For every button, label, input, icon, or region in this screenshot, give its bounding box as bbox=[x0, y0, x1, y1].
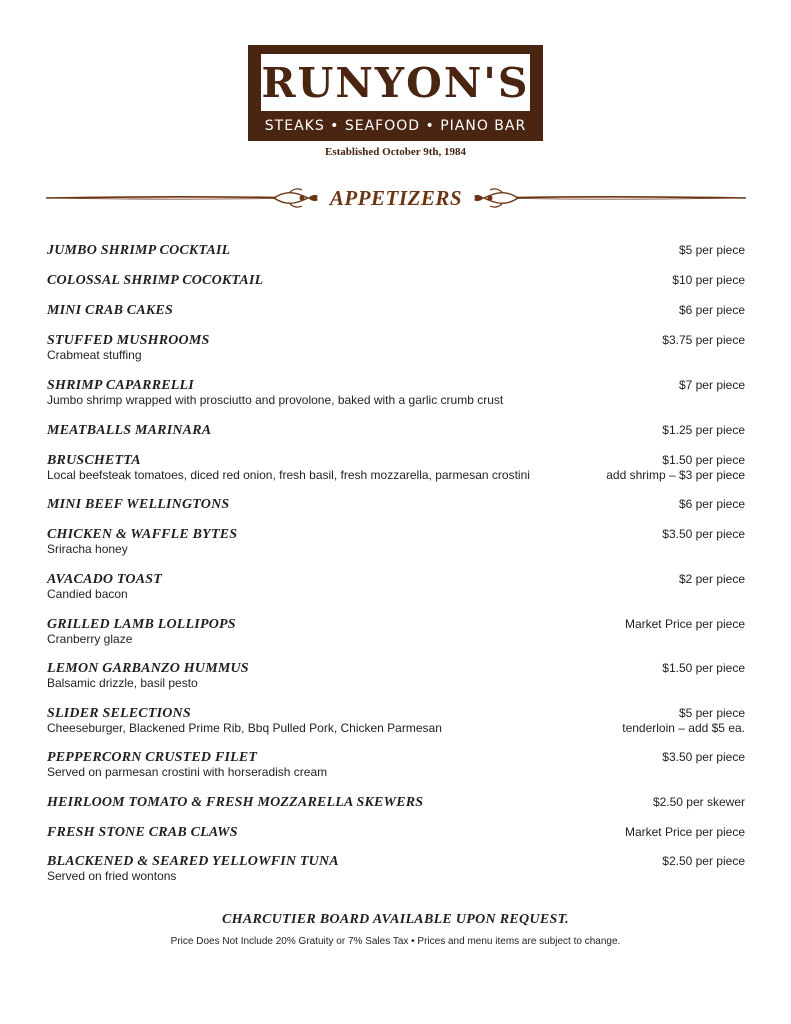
menu-item-description: Local beefsteak tomatoes, diced red onion, fresh basil, fresh mozzarella, parmesan crostini bbox=[47, 468, 530, 482]
menu-item-name: JUMBO SHRIMP COCKTAIL bbox=[47, 243, 231, 258]
menu-item-price bbox=[662, 661, 745, 676]
menu-item-name: FRESH STONE CRAB CLAWS bbox=[47, 825, 238, 840]
menu-item-price bbox=[679, 572, 745, 587]
menu-item-name: STUFFED MUSHROOMS bbox=[47, 333, 210, 348]
menu-item-description: Jumbo shrimp wrapped with prosciutto and provolone, baked with a garlic crumb crust bbox=[47, 393, 504, 407]
section-header bbox=[46, 184, 746, 214]
menu-item-name: COLOSSAL SHRIMP COCOKTAIL bbox=[47, 273, 264, 288]
menu-item-name: HEIRLOOM TOMATO & FRESH MOZZARELLA SKEWERS bbox=[47, 795, 424, 810]
menu-item-description: Served on fried wontons bbox=[47, 869, 177, 883]
menu-item-price bbox=[679, 243, 745, 258]
menu-item-price bbox=[625, 825, 745, 840]
menu-item-name: SLIDER SELECTIONS bbox=[47, 706, 191, 721]
menu-item-price bbox=[622, 706, 745, 736]
menu-item-name: SHRIMP CAPARRELLI bbox=[47, 378, 194, 393]
menu-item-price bbox=[672, 273, 745, 288]
menu-item-description: Candied bacon bbox=[47, 587, 128, 601]
menu-item-price bbox=[662, 750, 745, 765]
menu-item-price bbox=[662, 423, 745, 438]
logo-name-panel bbox=[261, 54, 530, 111]
menu-item-name: MINI CRAB CAKES bbox=[47, 303, 173, 318]
menu-item-description: Cheeseburger, Blackened Prime Rib, Bbq Pulled Pork, Chicken Parmesan bbox=[47, 721, 442, 735]
menu-item-name: AVACADO TOAST bbox=[47, 572, 163, 587]
menu-item-description: Sriracha honey bbox=[47, 542, 128, 556]
price-line: Market Price per piece bbox=[624, 617, 745, 631]
price-line: $3.75 per piece bbox=[662, 333, 745, 347]
price-line: $5 per piece bbox=[678, 706, 745, 720]
price-line: $2.50 per skewer bbox=[652, 795, 745, 809]
price-line: $3.50 per piece bbox=[662, 750, 745, 764]
menu-item-price bbox=[662, 527, 745, 542]
price-line: $3.50 per piece bbox=[662, 527, 745, 541]
logo-name: RUNYON'S bbox=[261, 59, 530, 107]
menu-item-name: LEMON GARBANZO HUMMUS bbox=[47, 661, 249, 676]
menu-item-price bbox=[679, 303, 745, 318]
menu-item-price bbox=[625, 617, 745, 632]
price-line: $6 per piece bbox=[678, 303, 745, 317]
price-line: $10 per piece bbox=[672, 273, 745, 287]
menu-item-price bbox=[662, 854, 745, 869]
logo-tagline: STEAKS • SEAFOOD • PIANO BAR bbox=[264, 118, 527, 134]
disclaimer: Price Does Not Include 20% Gratuity or 7% Sales Tax • Prices and menu items are subject to change. bbox=[170, 936, 621, 947]
price-line: $1.50 per piece bbox=[662, 661, 745, 675]
price-line: $1.25 per piece bbox=[662, 423, 745, 437]
price-line: Market Price per piece bbox=[624, 825, 745, 839]
menu-item-name: GRILLED LAMB LOLLIPOPS bbox=[47, 617, 236, 632]
menu-item-description: Balsamic drizzle, basil pesto bbox=[47, 676, 198, 690]
menu-item-name: PEPPERCORN CRUSTED FILET bbox=[47, 750, 258, 765]
section-title: APPETIZERS bbox=[329, 186, 463, 210]
price-line: $6 per piece bbox=[678, 497, 745, 511]
menu-item-description: Crabmeat stuffing bbox=[47, 348, 142, 362]
price-line: $7 per piece bbox=[678, 378, 745, 392]
menu-item-price bbox=[662, 333, 745, 348]
price-line: $1.50 per piece bbox=[662, 453, 745, 467]
menu-item-description: Cranberry glaze bbox=[47, 632, 133, 646]
menu-item-description: Served on parmesan crostini with horseradish cream bbox=[47, 765, 328, 779]
menu-item-price bbox=[679, 378, 745, 393]
price-line: $2 per piece bbox=[678, 572, 745, 586]
menu-item-name: MINI BEEF WELLINGTONS bbox=[47, 497, 230, 512]
menu-item-name: BLACKENED & SEARED YELLOWFIN TUNA bbox=[47, 854, 339, 869]
price-addon-line: add shrimp – $3 per piece bbox=[606, 468, 745, 482]
footer-note: CHARCUTIER BOARD AVAILABLE UPON REQUEST. bbox=[222, 912, 569, 927]
menu-item-name: MEATBALLS MARINARA bbox=[47, 423, 212, 438]
price-line: $5 per piece bbox=[678, 243, 745, 257]
established-date: Established October 9th, 1984 bbox=[325, 146, 466, 158]
menu-item-name: CHICKEN & WAFFLE BYTES bbox=[47, 527, 238, 542]
price-line: $2.50 per piece bbox=[662, 854, 745, 868]
menu-item-price bbox=[606, 453, 745, 483]
menu-item-price bbox=[679, 497, 745, 512]
menu-item-price bbox=[653, 795, 745, 810]
restaurant-logo bbox=[248, 45, 543, 141]
menu-item-name: BRUSCHETTA bbox=[47, 453, 141, 468]
price-addon-line: tenderloin – add $5 ea. bbox=[622, 721, 745, 735]
